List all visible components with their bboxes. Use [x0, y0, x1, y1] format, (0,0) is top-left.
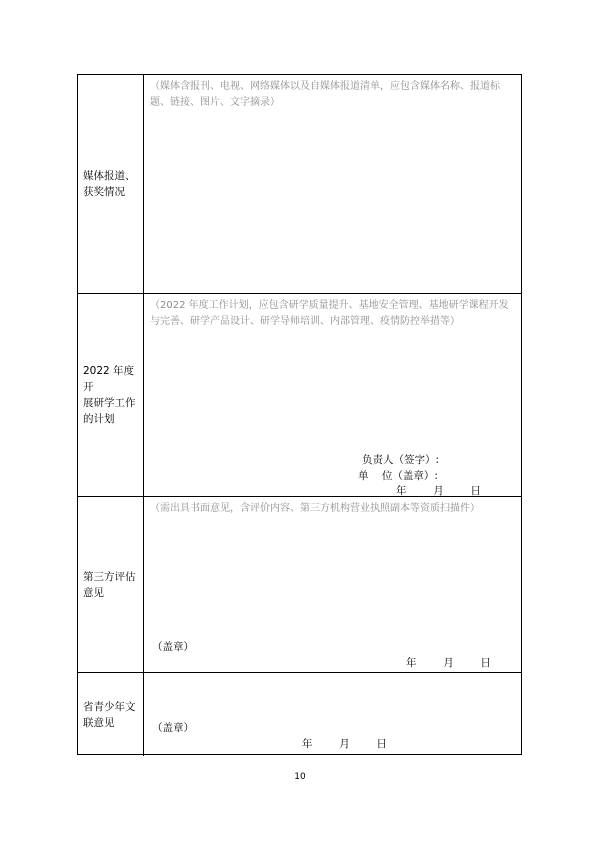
signer-label: 负责人（签字）:: [362, 454, 440, 466]
youth-federation-seal: （盖章）: [152, 722, 194, 734]
media-reports-hint: （媒体含报刊、电视、网络媒体以及自媒体报道清单，应包含媒体名称、报道标题、链接、图片、文字摘录）: [150, 81, 500, 108]
row-label-media-reports: 媒体报道、 获奖情况: [83, 170, 136, 198]
row-label-third-party: 第三方评估 意见: [83, 570, 136, 599]
unit-seal-label: 单 位（盖章）:: [358, 470, 438, 482]
third-party-field[interactable]: [144, 497, 521, 672]
label-cell: [78, 673, 144, 756]
plan-field[interactable]: [144, 294, 521, 496]
label-cell: [78, 294, 144, 496]
row-2022-plan: [78, 294, 521, 497]
row-youth-federation-opinion: [78, 673, 521, 756]
row-third-party-evaluation: [78, 497, 521, 673]
report-form-table: [77, 74, 522, 755]
plan-date: 年 月 日: [396, 485, 481, 497]
label-cell: [78, 75, 144, 293]
row-media-reports: [78, 75, 521, 294]
third-party-date: 年 月 日: [406, 657, 491, 669]
third-party-seal: （盖章）: [152, 641, 194, 653]
media-reports-field[interactable]: [144, 75, 521, 293]
plan-hint: （2022 年度工作计划，应包含研学质量提升、基地安全管理、基地研学课程开发与完善、研学产品设计、研学导师培训、内部管理、疫情防控举措等）: [150, 300, 509, 327]
youth-federation-field[interactable]: [144, 673, 521, 756]
page-number: 10: [294, 772, 306, 782]
row-label-2022-plan: 2022 年度开 展研学工作 的计划: [83, 365, 136, 425]
label-cell: [78, 497, 144, 672]
row-label-youth-federation: 省青少年文 联意见: [83, 700, 136, 729]
youth-federation-date: 年 月 日: [302, 738, 387, 750]
third-party-hint: （需出具书面意见，含评价内容、第三方机构营业执照副本等资质扫描件）: [150, 503, 480, 514]
